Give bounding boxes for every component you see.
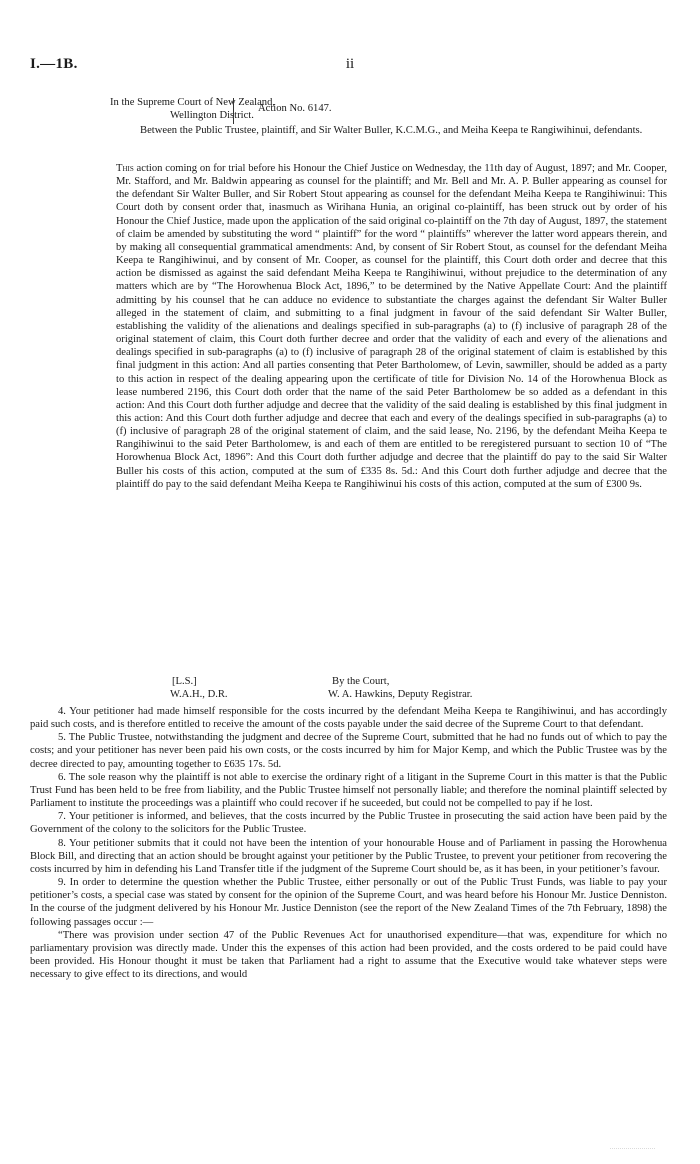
seal-line [172, 675, 592, 688]
page-numeral: ii [345, 56, 355, 72]
decree-text: action coming on for trial before his Honour the Chief Justice on Wednesday, the 11th day of August, 1897; and Mr. Cooper, Mr. Stafford, and Mr. Baldwin appearing as counsel for the plaintiff; and Mr. Bell and Mr. A. P. Buller appearing as counsel for the defendant Sir Walter Buller, and Sir Robert Stout appearing as counsel for the defendant Meiha Keepa te Rangihiwinui: This Court doth by consent order that, inasmuch as Wirihana Hunia, an original co-plaintiff, has been struck out by order of his Honour the Chief Justice, made upon the application of the said original co-plaintiff on the 7th day of August, 1897, the statement of claim be amended by substituting the word “ plaintiff” for the word “ plaintiffs” wherever the latter word appears therein, and by making all consequential grammatical amendments: And, by consent of Sir Robert Stout, as counsel for the defendant Meiha Keepa te Rangihiwinui, and by consent of Mr. Cooper, as counsel for the plaintiff, this Court doth order and decree that this action be dismissed as against the said defendant Meiha Keepa te Rangihiwinui, without prejudice to the determination of any matters which are by “The Horowhenua Block Act, 1896,” to be determined by the Native Appellate Court: And the plaintiff admitting by his counsel that he can adduce no evidence to substantiate the charges against the defendant Sir Walter Buller alleged in the statement of claim, and submitting to a final judgment in favour of the said defendant Sir Walter Buller, establishing the validity of the alienations and dealings specified in sub-paragraphs (a) to (f) inclusive of paragraph 28 of the original statement of claim, this Court doth further decree and order that the validity of each and every of the alienations and dealings specified in sub-paragraphs (a) to (f) inclusive of paragraph 28 of the original statement of claim is established by this final judgment in this action: And all parties consenting that Peter Bartholomew, of Levin, sawmiller, should be added as a party to this action in respect of the dealing appearing upon the certificate of title for Division No. 14 of the Horowhenua Block as lease numbered 2196, this Court doth order that the name of the said Peter Bartholomew be so added as a defendant in this action: And this Court doth further adjudge and decree that the validity of the said dealing is established by this final judgment in this action: And this Court doth further adjudge and decree that each and every of the dealings specified in sub-paragraphs (a) to (f) inclusive of paragraph 28 of the original statement of claim, and the said lease, No. 2196, by the defendant Meiha Keepa te Rangihiwinui to the said Peter Bartholomew, is and each of them are entitled to be reregistered pursuant to section 10 of “The Horowhenua Block Act, 1896”: And this Court doth further adjudge and decree that the plaintiff do pay to the said Sir Walter Buller his costs of this action, computed at the sum of £335 8s. 5d.: And this Court doth further adjudge and decree that the plaintiff do pay to the said defendant Meiha Keepa te Rangihiwinui his costs of this action, computed at the sum of £300 9s. [116, 163, 667, 490]
registrar-title: , Deputy Registrar. [392, 689, 473, 700]
parliamentary-paper-ref: I.—1B. [30, 56, 78, 72]
paragraph-7: 7. Your petitioner is informed, and believes, that the costs incurred by the Public Trustee in prosecuting the said action have been paid by the Government of the colony to the solicitors for the Public Trustee. [30, 811, 667, 836]
decree-body [116, 162, 667, 491]
court-district: Wellington District. [170, 110, 254, 122]
deputy-registrar [328, 688, 472, 701]
page-smudge [610, 1138, 655, 1149]
paragraph-9: 9. In order to determine the question whether the Public Trustee, either personally or out of the Public Trust Funds, was liable to pay your petitioner’s costs, a special case was stated by consent for the opinion of the Supreme Court, and was heard before his Honour Mr. Justice Denniston. In the course of the judgment delivered by his Honour Mr. Justice Denniston (see the report of the New Zealand Times of the 7th February, 1898) the following passages occur :— [30, 877, 667, 928]
petition-paragraphs [30, 705, 667, 981]
by-the-court: By the Court, [332, 676, 390, 687]
paragraph-4: 4. Your petitioner had made himself responsible for the costs incurred by the defendant Meiha Keepa te Rangihiwinui, and has accordingly paid such costs, and is therefore entitled to receive the amount of the costs payable under the said decree of the Supreme Court to that defendant. [30, 706, 667, 731]
seal-mark: [L.S.] [172, 676, 197, 687]
judgment-quote: “There was provision under section 47 of the Public Revenues Act for unauthorised expenditure—that was, expenditure for which no parliamentary provision was directly made. Under this the expenses of this action had been provided, and the costs ordered to be paid could have been provided. His Honour thought it must be taken that Parliament had a right to assume that the Executive would take whatever steps were necessary to give effect to its directions, and would [30, 929, 667, 981]
paragraph-5: 5. The Public Trustee, notwithstanding the judgment and decree of the Supreme Court, submitted that he had no funds out of which to pay the costs; and your petitioner has never been paid his own costs, or the costs incurred by him for Major Kemp, and which the Public Trustee was by the decree directed to pay, amounting together to £635 17s. 5d. [30, 732, 667, 770]
registrar-name: W. A. Hawkins [328, 689, 393, 700]
registrar-initials: W.A.H., D.R. [170, 689, 228, 700]
decree-lead-word: This [116, 163, 134, 174]
court-heading [110, 96, 380, 122]
parties-line: Between the Public Trustee, plaintiff, and Sir Walter Buller, K.C.M.G., and Meiha Keepa te Rangiwihinui, defendants. [140, 125, 643, 136]
action-number: Action No. 6147. [258, 103, 332, 114]
paragraph-6: 6. The sole reason why the plaintiff is not able to exercise the ordinary right of a litigant in the Supreme Court in this matter is that the Public Trust Fund has been held to be free from liability, and the Public Trustee himself not personally liable; and therefore the nominal plaintiff selected by Parliament to institute the proceedings was a plaintiff who could recover if he suceeded, but could not be compelled to pay if he lost. [30, 771, 667, 810]
paragraph-8: 8. Your petitioner submits that it could not have been the intention of your honourable House and of Parliament in passing the Horowhenua Block Bill, and directing that an action should be brought against your petitioner by the Public Trustee, to prevent your petitioner from recovering the costs incurred by him in defending his Land Transfer title if the judgment of the Supreme Court should be, as it has been, in your petitioner’s favour. [30, 837, 667, 875]
court-name: In the Supreme Court of New Zealand, [110, 97, 276, 108]
brace-divider [227, 98, 234, 124]
signature-line [170, 688, 670, 701]
